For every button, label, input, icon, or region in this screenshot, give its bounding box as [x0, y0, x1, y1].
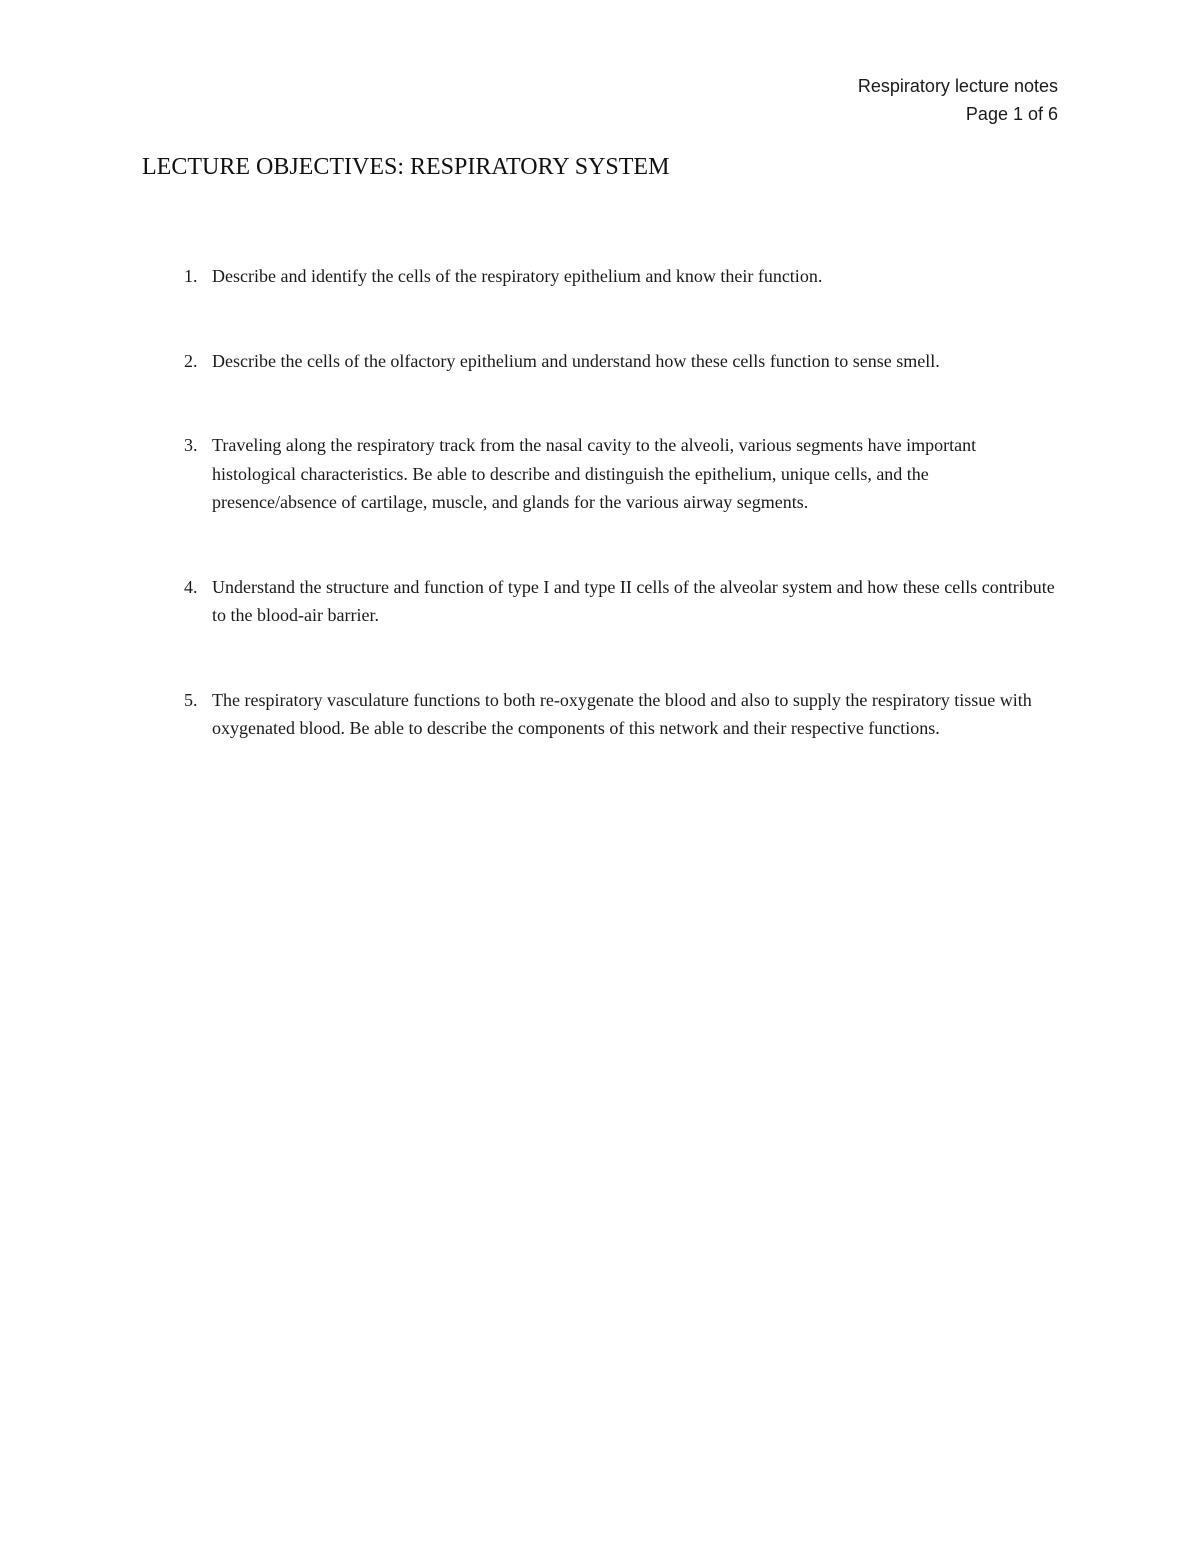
- list-item-number: 5.: [184, 689, 198, 710]
- list-item-number: 2.: [184, 350, 198, 371]
- list-item: [142, 431, 1057, 517]
- header-page-number: Page 1 of 6: [965, 104, 1058, 124]
- page-title: LECTURE OBJECTIVES: RESPIRATORY SYSTEM: [142, 154, 670, 180]
- running-header: [858, 72, 1058, 128]
- list-item: [142, 573, 1057, 630]
- objectives-list: [142, 262, 1057, 799]
- list-item-text: Describe and identify the cells of the respiratory epithelium and know their function.: [212, 266, 823, 286]
- header-document-name: Respiratory lecture notes: [857, 76, 1058, 96]
- list-item: [142, 686, 1057, 743]
- list-item-text: Understand the structure and function of type I and type II cells of the alveolar system and how these cells contribute to the blood-air barrier.: [212, 576, 1055, 625]
- list-item-text: Traveling along the respiratory track from the nasal cavity to the alveoli, various segments have important histological characteristics. Be able to describe and distinguish the epithelium, unique cells, and the presence/absence of cartilage, muscle, and glands for the various airway segments.: [212, 435, 977, 512]
- list-item-text: Describe the cells of the olfactory epithelium and understand how these cells function to sense smell.: [212, 350, 940, 371]
- list-item-text: The respiratory vasculature functions to both re-oxygenate the blood and also to supply the respiratory tissue with oxygenated blood. Be able to describe the components of this network and their respective functions.: [212, 689, 1032, 738]
- list-item-number: 1.: [184, 266, 198, 286]
- list-item-number: 4.: [184, 576, 198, 597]
- list-item-number: 3.: [184, 435, 198, 455]
- list-item: [142, 262, 1057, 291]
- list-item: [142, 347, 1057, 376]
